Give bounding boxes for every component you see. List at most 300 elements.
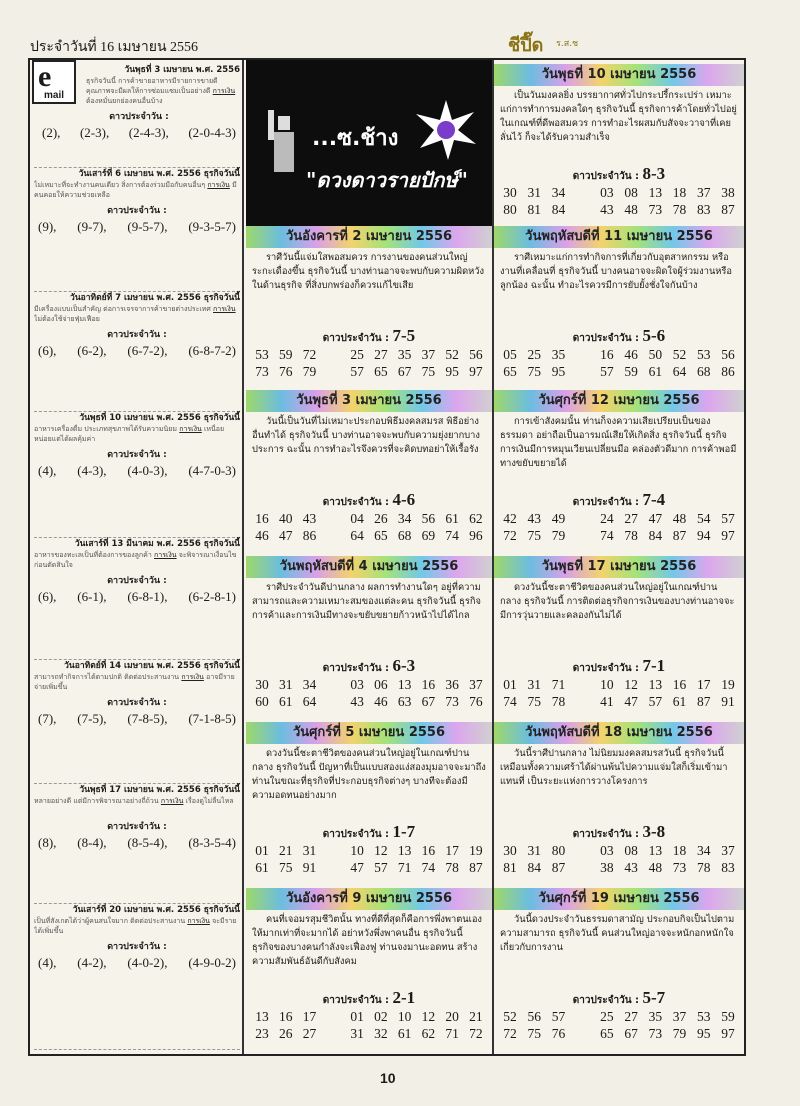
lucky-number: 25: [527, 347, 541, 362]
star-of-day: [494, 164, 744, 184]
lucky-number: 75: [527, 1026, 541, 1041]
lucky-number: 84: [551, 202, 566, 217]
left-forecast-money-label: การเงิน: [207, 181, 230, 189]
left-forecast-block: [34, 168, 240, 292]
lucky-number: 27: [374, 347, 388, 362]
number-gap: [573, 693, 593, 710]
lucky-number: 73: [255, 364, 269, 379]
left-forecast-body-2: เหนื่อยหน่อยแต่ได้ผลคุ้มค่า: [34, 425, 225, 443]
forecast-text: คนที่เจอมรสุมชีวิตนั้น ทางที่ดีที่สุดก็คือการพึ่งพาตนเองให้มากเท่าที่จะมากได้ อย่าหวังพึ่งพาคนอื่น ธุรกิจวันนี้ ธุรกิจของบางคนกำลังจะเฟื่องฟู ท่านจงมานะอดทน สร้างความสัมพันธ์อันดีกับสังคม: [252, 914, 482, 967]
lucky-number: 46: [624, 347, 638, 362]
lucky-number: 57: [600, 364, 614, 379]
left-number: (2),: [42, 125, 61, 140]
number-gap: [573, 859, 593, 876]
lucky-number: 47: [350, 860, 364, 875]
lucky-number-row: [494, 693, 744, 710]
left-forecast-body-2: ไม่ต้องใช้จ่ายฟุ่มเฟือย: [34, 315, 100, 323]
lucky-number: 95: [551, 364, 566, 379]
day-header: วันพุธที่ 10 เมษายน 2556: [494, 64, 744, 86]
lucky-number: 49: [551, 511, 566, 526]
star-number: 5-7: [642, 988, 666, 1007]
left-star-label: ดาวประจำวัน :: [107, 450, 167, 460]
lucky-number: 75: [421, 364, 436, 379]
lucky-number-row: [246, 510, 492, 527]
lucky-number: 01: [503, 677, 517, 692]
lucky-number: 61: [445, 511, 459, 526]
number-gap: [573, 510, 593, 527]
lucky-number: 47: [648, 511, 663, 526]
lucky-number: 91: [302, 860, 317, 875]
lucky-number-row: [246, 1008, 492, 1025]
lucky-number: 20: [445, 1009, 459, 1024]
lucky-number: 79: [551, 528, 566, 543]
lucky-number: 84: [648, 528, 663, 543]
lucky-number: 52: [445, 347, 459, 362]
left-forecast-body: สามารถทำกิจการได้ตามปกติ ติดต่อประสานงาน: [34, 673, 180, 681]
star-of-day: [494, 988, 744, 1008]
lucky-number: 12: [374, 843, 388, 858]
left-star-numbers: [34, 953, 240, 971]
lucky-number: 81: [503, 860, 517, 875]
lucky-number-row: [246, 346, 492, 363]
lucky-number: 03: [350, 677, 364, 692]
day-header: วันอังคารที่ 9 เมษายน 2556: [246, 888, 492, 910]
left-number: (4-0-3),: [127, 463, 168, 478]
lucky-number: 31: [279, 677, 293, 692]
lucky-number: 23: [255, 1026, 269, 1041]
day-forecast-panel: [246, 390, 492, 556]
lucky-number: 43: [600, 202, 614, 217]
day-header: วันศุกร์ที่ 19 เมษายน 2556: [494, 888, 744, 910]
day-forecast-panel: [494, 556, 744, 722]
lucky-number: 94: [697, 528, 711, 543]
lucky-number-row: [494, 363, 744, 380]
lucky-number: 73: [648, 1026, 663, 1041]
lucky-number: 56: [721, 347, 735, 362]
lucky-number: 56: [469, 347, 483, 362]
left-number: (4-0-2),: [127, 955, 168, 970]
day-header: วันพุธที่ 3 เมษายน 2556: [246, 390, 492, 412]
lucky-number: 75: [527, 528, 541, 543]
lucky-number: 75: [527, 694, 541, 709]
lucky-number: 03: [600, 185, 614, 200]
number-gap: [323, 510, 343, 527]
number-gap: [573, 1008, 593, 1025]
lucky-number: 61: [255, 860, 269, 875]
star-label: ดาวประจำวัน :: [572, 829, 640, 840]
day-header: วันอังคารที่ 2 เมษายน 2556: [246, 226, 492, 248]
lucky-number: 34: [551, 185, 566, 200]
left-star-numbers: [34, 833, 240, 851]
lucky-number: 97: [721, 528, 735, 543]
lucky-number: 02: [374, 1009, 388, 1024]
lucky-number: 63: [397, 694, 412, 709]
lucky-number: 72: [469, 1026, 483, 1041]
lucky-number-row: [246, 527, 492, 544]
left-forecast-body: มีเครื่องแบบเป็นสำคัญ ต่อการเจรจาการค้าขายต่างประเทศ: [34, 305, 211, 313]
lucky-number: 64: [350, 528, 364, 543]
star-number: 5-6: [642, 326, 666, 345]
lucky-number: 65: [374, 364, 388, 379]
lucky-number: 48: [672, 511, 687, 526]
lucky-number-row: [494, 676, 744, 693]
lucky-number: 03: [600, 843, 614, 858]
lucky-number: 87: [721, 202, 735, 217]
lucky-number: 17: [302, 1009, 317, 1024]
left-forecast-body-2: อาจมีรายจ่ายเพิ่มขึ้น: [34, 673, 235, 691]
day-forecast-panel: [246, 722, 492, 888]
lucky-number: 19: [469, 843, 483, 858]
lucky-number: 79: [302, 364, 317, 379]
lucky-number: 56: [527, 1009, 541, 1024]
left-star-numbers: [34, 587, 240, 605]
lucky-number: 19: [721, 677, 735, 692]
lucky-number: 12: [624, 677, 638, 692]
lucky-number: 43: [302, 511, 317, 526]
lucky-number: 60: [255, 694, 269, 709]
left-number: (9-5-7),: [127, 219, 168, 234]
star-of-day: [494, 490, 744, 510]
left-forecast-body: อาหารเครื่องดื่ม ประเภทสุขภาพได้รับความนิยม: [34, 425, 178, 433]
left-number: (4),: [38, 955, 57, 970]
lucky-number: 72: [302, 347, 317, 362]
left-forecast-block: [34, 660, 240, 784]
left-forecast-heading: วันเสาร์ที่ 20 เมษายน พ.ศ. 2556 ธุรกิจวันนี้: [72, 905, 240, 915]
lucky-number: 59: [721, 1009, 735, 1024]
left-number: (2-0-4-3): [188, 125, 236, 140]
lucky-number: 12: [421, 1009, 436, 1024]
left-forecast-money-label: การเงิน: [187, 917, 210, 925]
lucky-number-row: [494, 346, 744, 363]
left-number: (7-8-5),: [127, 711, 168, 726]
left-forecast-body-2: ต้องหมั่นยกย่องคนอื่นบ้าง: [86, 97, 163, 105]
lucky-number: 67: [421, 694, 436, 709]
lucky-number: 50: [648, 347, 663, 362]
lucky-number: 80: [503, 202, 517, 217]
star-number: 8-3: [642, 164, 666, 183]
lucky-number: 34: [302, 677, 317, 692]
left-number: (9-3-5-7): [188, 219, 236, 234]
lucky-number: 81: [527, 202, 541, 217]
star-number: 7-1: [642, 656, 666, 675]
left-forecast-text: [34, 916, 240, 936]
lucky-number-row: [246, 859, 492, 876]
lucky-number: 78: [551, 694, 566, 709]
left-star-label: ดาวประจำวัน :: [109, 112, 169, 122]
number-gap: [573, 184, 593, 201]
left-number: (4-7-0-3): [188, 463, 236, 478]
lucky-number: 35: [551, 347, 566, 362]
lucky-number: 79: [672, 1026, 687, 1041]
left-star-numbers: [34, 341, 240, 359]
star-number: 7-5: [392, 326, 416, 345]
number-gap: [323, 859, 343, 876]
number-gap: [323, 1008, 343, 1025]
lucky-number: 64: [672, 364, 687, 379]
lucky-number: 04: [350, 511, 364, 526]
lucky-number: 16: [255, 511, 269, 526]
lucky-number: 21: [279, 843, 293, 858]
day-forecast-panel: [494, 722, 744, 888]
lucky-number: 21: [469, 1009, 483, 1024]
day-header: วันพฤหัสบดีที่ 11 เมษายน 2556: [494, 226, 744, 248]
lucky-number: 91: [721, 694, 735, 709]
starburst-icon: [416, 100, 476, 160]
lucky-number: 31: [527, 185, 541, 200]
day-header: วันพฤหัสบดีที่ 4 เมษายน 2556: [246, 556, 492, 578]
left-star-numbers: [34, 709, 240, 727]
lucky-number: 40: [279, 511, 293, 526]
left-forecast-block: [34, 292, 240, 412]
forecast-text: ดวงวันนี้ชะตาชีวิตของคนส่วนใหญ่อยู่ในเกณฑ์ปานกลาง ธุรกิจวันนี้ ปัญหาที่เป็นแบบสองแง่สองมุมอาจจะมาถึงท่านในขณะที่ธุรกิจที่ประกอบธุรกิจต่างๆ บางทีจะต้องมีความอดทนอย่างมาก: [252, 748, 486, 801]
lucky-number: 74: [445, 528, 459, 543]
lucky-number: 73: [648, 202, 663, 217]
lucky-number: 62: [469, 511, 483, 526]
lucky-number: 54: [697, 511, 711, 526]
left-forecast-body: ธุรกิจวันนี้ การค้าขายอาหารมีรายการขายดี คุณภาพจะมีผลให้การซ่อมแซมเป็นอย่างดี: [86, 77, 218, 95]
star-number: 4-6: [392, 490, 416, 509]
left-forecast-text: [34, 180, 240, 200]
star-of-day: [494, 822, 744, 842]
forecast-text: การเข้าสังคมนั้น ท่านก็จงความเสียเปรียบเป็นของธรรมดา อย่าถือเป็นอารมณ์เสียให้เกิดสิ่ง ธุรกิจวันนี้ ธุรกิจการเงินมีการหมุนเวียนเปลี่ยนมือ คล่องตัวดีมาก การค้าพอมีทางขยับขยายได้: [500, 416, 737, 469]
lucky-number: 78: [445, 860, 459, 875]
issue-date: ประจำวันที่ 16 เมษายน 2556: [30, 40, 199, 55]
lucky-number: 84: [527, 860, 541, 875]
day-header: วันพฤหัสบดีที่ 18 เมษายน 2556: [494, 722, 744, 744]
left-number: (6-1),: [77, 589, 107, 604]
lucky-number: 18: [672, 185, 687, 200]
left-forecast-heading: วันอาทิตย์ที่ 7 เมษายน พ.ศ. 2556 ธุรกิจวันนี้: [70, 293, 240, 303]
lucky-number: 59: [624, 364, 638, 379]
lucky-number: 53: [255, 347, 269, 362]
lucky-number: 13: [397, 843, 412, 858]
left-forecast-money-label: การเงิน: [213, 305, 236, 313]
lucky-number-row: [246, 842, 492, 859]
day-forecast-panel: [494, 888, 744, 1054]
star-label: ดาวประจำวัน :: [322, 829, 390, 840]
lucky-number: 57: [721, 511, 735, 526]
star-number: 1-7: [392, 822, 416, 841]
left-forecast-heading: วันเสาร์ที่ 13 มีนาคม พ.ศ. 2556 ธุรกิจวันนี้: [74, 539, 240, 549]
left-forecast-heading: วันพุธที่ 17 เมษายน พ.ศ. 2556 ธุรกิจวันนี้: [79, 785, 240, 795]
lucky-number: 46: [374, 694, 388, 709]
star-label: ดาวประจำวัน :: [572, 171, 640, 182]
lucky-number: 47: [279, 528, 293, 543]
lucky-number-row: [494, 527, 744, 544]
left-forecast-money-label: การเงิน: [154, 551, 177, 559]
day-header: วันศุกร์ที่ 5 เมษายน 2556: [246, 722, 492, 744]
day-header: วันพุธที่ 17 เมษายน 2556: [494, 556, 744, 578]
left-star-numbers: [34, 217, 240, 235]
lucky-number: 61: [672, 694, 687, 709]
left-forecast-body-2: เรื่องดูไม่ลื่นไหล: [185, 797, 234, 805]
star-label: ดาวประจำวัน :: [572, 497, 640, 508]
lucky-number-row: [246, 693, 492, 710]
left-number: (4-3),: [77, 463, 107, 478]
left-number: (2-3),: [79, 125, 110, 140]
left-number: (4),: [38, 463, 57, 478]
lucky-number: 53: [697, 1009, 711, 1024]
star-of-day: [494, 656, 744, 676]
left-forecast-text: [34, 550, 240, 570]
lucky-number: 13: [397, 677, 412, 692]
lucky-number: 87: [551, 860, 566, 875]
star-label: ดาวประจำวัน :: [322, 663, 390, 674]
lucky-number: 35: [397, 347, 412, 362]
lucky-number: 57: [551, 1009, 566, 1024]
left-forecast-block: [34, 60, 240, 168]
lucky-number: 24: [600, 511, 614, 526]
left-forecast-body: เป็นที่สังเกตได้ว่าผู้คนสนใจมาก ติดต่อประสานงาน: [34, 917, 186, 925]
lucky-number: 62: [421, 1026, 436, 1041]
star-number: 2-1: [392, 988, 416, 1007]
number-gap: [573, 676, 593, 693]
left-forecast-body: ไม่เหมาะที่จะทำงานคนเดียว สิ่งการต้องร่วมมือกับคนอื่นๆ: [34, 181, 206, 189]
column-banner: [246, 60, 492, 226]
left-star-label: ดาวประจำวัน :: [107, 942, 167, 952]
number-gap: [573, 363, 593, 380]
lucky-number: 16: [672, 677, 687, 692]
left-number: (7-5),: [77, 711, 107, 726]
left-forecast-heading: วันอาทิตย์ที่ 14 เมษายน พ.ศ. 2556 ธุรกิจวันนี้: [64, 661, 240, 671]
lucky-number: 97: [721, 1026, 735, 1041]
left-forecast-body: อาหารของทะเลเป็นที่ต้องการของลูกค้า: [34, 551, 152, 559]
day-forecast-panel: [494, 390, 744, 556]
left-star-label: ดาวประจำวัน :: [107, 330, 167, 340]
forecast-text: วันนี้ดวงประจำวันธรรมดาสามัญ ประกอบกิจเป็นไปตามความสามารถ ธุรกิจวันนี้ คนส่วนใหญ่อาจจะหนักอกหนักใจเกี่ยวกับการงาน: [500, 914, 735, 953]
number-gap: [323, 346, 343, 363]
lucky-number: 67: [624, 1026, 638, 1041]
lucky-number: 83: [721, 860, 735, 875]
lucky-number: 95: [445, 364, 459, 379]
lucky-number: 31: [527, 843, 541, 858]
left-star-label: ดาวประจำวัน :: [107, 206, 167, 216]
star-number: 3-8: [642, 822, 666, 841]
email-icon-letter: e: [38, 60, 52, 93]
lucky-number: 71: [397, 860, 412, 875]
lucky-number: 87: [469, 860, 483, 875]
lucky-number: 43: [350, 694, 364, 709]
lucky-number: 69: [421, 528, 436, 543]
left-number: (9-7),: [77, 219, 107, 234]
forecast-text: วันนี้เป็นวันที่ไม่เหมาะประกอบพิธีมงคลสมรส พิธีอย่างอื่นทำได้ ธุรกิจวันนี้ บางท่านอาจจะพบกับความยุ่งยากบางประการ ฉะนั้น การทำอะไรจึงควรที่จะคิดบทอย่าให้เรื้อรัง: [252, 416, 480, 455]
lucky-number: 13: [648, 185, 663, 200]
number-gap: [573, 346, 593, 363]
lucky-number: 06: [374, 677, 388, 692]
left-star-numbers: [38, 123, 240, 141]
lucky-number: 73: [672, 860, 687, 875]
left-forecast-heading: วันเสาร์ที่ 6 เมษายน พ.ศ. 2556 ธุรกิจวันนี้: [78, 169, 240, 179]
left-forecast-text: [34, 796, 240, 816]
star-label: ดาวประจำวัน :: [572, 995, 640, 1006]
lucky-number: 87: [697, 694, 711, 709]
lucky-number: 13: [648, 843, 663, 858]
star-label: ดาวประจำวัน :: [322, 497, 390, 508]
lucky-number: 01: [350, 1009, 364, 1024]
lucky-number: 57: [374, 860, 388, 875]
lucky-number: 26: [279, 1026, 293, 1041]
lucky-number: 16: [421, 677, 436, 692]
lucky-number: 47: [624, 694, 638, 709]
lucky-number-row: [494, 184, 744, 201]
lucky-number: 27: [302, 1026, 317, 1041]
left-forecast-money-label: การเงิน: [179, 425, 202, 433]
lucky-number: 97: [469, 364, 483, 379]
lucky-number: 76: [551, 1026, 566, 1041]
left-number: (6-2),: [77, 343, 107, 358]
lucky-number: 83: [697, 202, 711, 217]
lucky-number: 37: [697, 185, 711, 200]
number-gap: [323, 527, 343, 544]
lucky-number: 74: [421, 860, 436, 875]
number-gap: [323, 842, 343, 859]
left-number: (6-2-8-1): [188, 589, 236, 604]
lucky-number: 30: [503, 843, 517, 858]
lucky-number: 13: [255, 1009, 269, 1024]
lucky-number: 35: [648, 1009, 663, 1024]
lucky-number: 61: [279, 694, 293, 709]
left-star-label: ดาวประจำวัน :: [107, 822, 167, 832]
lucky-number: 34: [697, 843, 711, 858]
lucky-number: 36: [445, 677, 459, 692]
lucky-number: 71: [445, 1026, 459, 1041]
left-forecast-block: [34, 784, 240, 904]
left-number: (9),: [38, 219, 57, 234]
day-forecast-panel: [494, 226, 744, 390]
lucky-number: 76: [279, 364, 293, 379]
lucky-number: 27: [624, 511, 638, 526]
lucky-number: 38: [721, 185, 735, 200]
lucky-number: 71: [551, 677, 566, 692]
left-star-label: ดาวประจำวัน :: [107, 576, 167, 586]
lucky-number: 30: [503, 185, 517, 200]
left-number: (8),: [38, 835, 57, 850]
lucky-number-row: [494, 201, 744, 218]
lucky-number: 42: [503, 511, 517, 526]
page-number: 10: [380, 1070, 396, 1086]
lucky-number: 27: [624, 1009, 638, 1024]
lucky-number: 31: [527, 677, 541, 692]
star-label: ดาวประจำวัน :: [322, 333, 390, 344]
left-forecast-body-2: มีคนคอยให้ความช่วยเหลือ: [34, 181, 237, 199]
left-forecast-money-label: การเงิน: [160, 797, 184, 805]
lucky-number: 37: [421, 347, 436, 362]
lucky-number: 05: [503, 347, 517, 362]
left-star-label: ดาวประจำวัน :: [107, 698, 167, 708]
left-forecast-heading: วันพุธที่ 3 เมษายน พ.ศ. 2556: [124, 65, 240, 75]
lucky-number: 76: [469, 694, 483, 709]
lucky-number-row: [494, 1025, 744, 1042]
left-forecast-heading: วันพุธที่ 10 เมษายน พ.ศ. 2556 ธุรกิจวันนี้: [79, 413, 240, 423]
lucky-number: 32: [374, 1026, 388, 1041]
lucky-number: 10: [350, 843, 364, 858]
lucky-number: 72: [503, 1026, 517, 1041]
left-forecast-body-2: จะมีรายได้เพิ่มขึ้น: [34, 917, 237, 935]
left-number: (8-3-5-4): [188, 835, 236, 850]
left-number: (6),: [38, 343, 57, 358]
lucky-number: 65: [600, 1026, 614, 1041]
left-forecast-text: [34, 304, 240, 324]
forecast-text: วันนี้ราศีปานกลาง ไม่นิยมมงคลสมรสวันนี้ ธุรกิจวันนี้ เหมือนทั้งความเศร้าได้ผ่านพ้นไปความแจ่มใสก็เริ่มเข้ามาแทนที่ เป็นระยะแห่งการวางโครงการ: [500, 748, 728, 787]
star-of-day: [494, 326, 744, 346]
number-gap: [323, 363, 343, 380]
lucky-number: 17: [697, 677, 711, 692]
star-label: ดาวประจำวัน :: [322, 995, 390, 1006]
day-forecast-panel: [246, 226, 492, 390]
lucky-number: 87: [672, 528, 687, 543]
number-gap: [573, 842, 593, 859]
lucky-number: 10: [600, 677, 614, 692]
